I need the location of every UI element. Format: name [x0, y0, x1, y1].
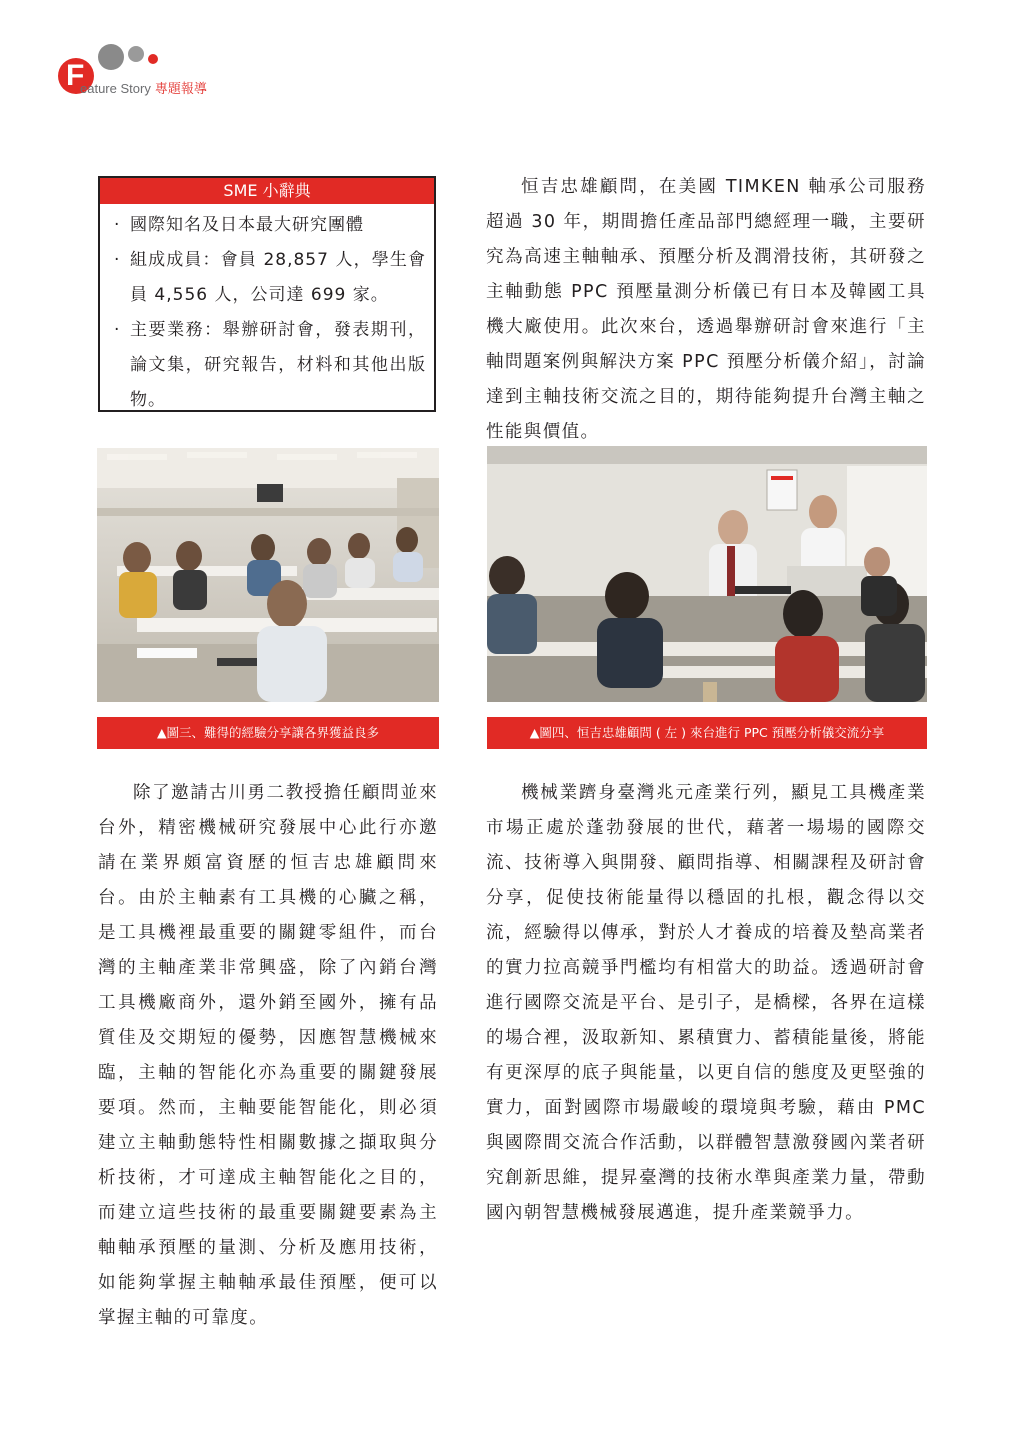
caption-figure-4: ▲圖四、恒吉忠雄顧問 ( 左 ) 來台進行 PPC 預壓分析儀交流分享: [487, 717, 927, 749]
sme-item: · 主要業務：舉辦研討會，發表期刊，論文集，研究報告，材料和其他出版物。: [114, 313, 426, 418]
paragraph-international-exchange: 機械業躋身臺灣兆元產業行列，顯見工具機產業市場正處於蓬勃發展的世代，藉著一場場的國際交流、技術導入與開發、顧問指導、相關課程及研討會分享，促使技術能量得以穩固的扎根，觀念得以交流，經驗得以傳承，對於人才養成的培養及墊高業者的實力拉高競爭門檻均有相當大的助益。透過研討會進行國際交流是平台、是引子，是橋樑，各界在這樣的場合裡，汲取新知、累積實力、蓄積能量後，將能有更深厚的底子與能量，以更自信的態度及更堅強的實力，面對國際市場嚴峻的環境與考驗，藉由 PMC 與國際間交流合作活動，以群體智慧激發國內業者研究創新思維，提昇臺灣的技術水準與產業力量，帶動國內朝智慧機械發展邁進，提升產業競爭力。: [486, 783, 926, 1223]
sme-box-title: SME 小辭典: [100, 178, 434, 204]
paragraph-timken-advisor: 恒吉忠雄顧問，在美國 TIMKEN 軸承公司服務超過 30 年，期間擔任產品部門總經理一職，主要研究為高速主軸軸承、預壓分析及潤滑技術，其研發之主軸動態 PPC 預壓量測分析儀已有日本及韓國工具機大廠使用。此次來台，透過舉辦研討會來進行「主軸問題案例與解決方案 PPC 預壓分析儀介紹」，討論達到主軸技術交流之目的，期待能夠提升台灣主軸之性能與價值。: [486, 177, 926, 442]
sme-item: · 國際知名及日本最大研究團體: [114, 208, 426, 243]
sme-item-list: [100, 204, 434, 418]
sme-item: · 組成成員：會員 28,857 人，學生會員 4,556 人，公司達 699 家。: [114, 243, 426, 313]
magazine-logo: [58, 38, 258, 108]
presentation-illustration: [487, 446, 927, 702]
tagline-english: eature Story: [80, 81, 151, 96]
logo-gray-small-circle-icon: [128, 46, 144, 62]
logo-red-small-circle-icon: [148, 54, 158, 64]
logo-gray-circle-icon: [98, 44, 124, 70]
photo-seminar-audience: [97, 448, 439, 702]
photo-ppc-presentation: [487, 446, 927, 702]
sme-glossary-box: [98, 176, 436, 412]
caption-figure-3: ▲圖三、難得的經驗分享讓各界獲益良多: [97, 717, 439, 749]
tagline-chinese: 專題報導: [154, 81, 207, 96]
logo-letter: F: [66, 59, 85, 92]
seminar-audience-illustration: [97, 448, 439, 702]
paragraph-spindle-industry: 除了邀請古川勇二教授擔任顧問並來台外，精密機械研究發展中心此行亦邀請在業界頗富資歷的恒吉忠雄顧問來台。由於主軸素有工具機的心臟之稱，是工具機裡最重要的關鍵零組件，而台灣的主軸產業非常興盛，除了內銷台灣工具機廠商外，還外銷至國外，擁有品質佳及交期短的優勢，因應智慧機械來臨，主軸的智能化亦為重要的關鍵發展要項。然而，主軸要能智能化，則必須建立主軸動態特性相關數據之擷取與分析技術，才可達成主軸智能化之目的，而建立這些技術的最重要關鍵要素為主軸軸承預壓的量測、分析及應用技術，如能夠掌握主軸軸承最佳預壓，便可以掌握主軸的可靠度。: [98, 783, 438, 1328]
section-tagline: [80, 78, 207, 97]
